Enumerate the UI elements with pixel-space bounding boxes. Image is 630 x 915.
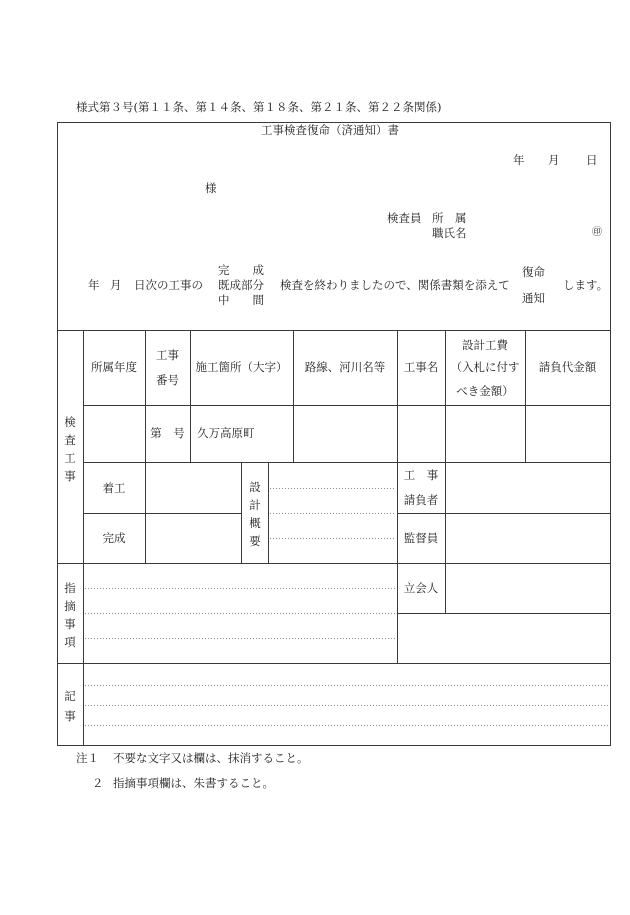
start-date-label: 着工 xyxy=(102,481,126,495)
col-header-route-river: 路線、河川名等 xyxy=(304,360,386,374)
col-header-design-cost-line2: （入札に付す xyxy=(450,360,520,374)
inspector-affiliation-label: 所 属 xyxy=(432,211,467,225)
supervisor-label: 監督員 xyxy=(403,531,439,545)
col-header-design-cost-line1: 設計工費 xyxy=(462,338,508,352)
form-title: 工事検査復命（済通知）書 xyxy=(261,123,399,137)
statement-day-phrase: 日次の工事の xyxy=(134,278,203,292)
design-outline-label: 設計概要 xyxy=(249,480,261,548)
col-header-work-number-line1: 工事 xyxy=(156,348,179,362)
inspector-role-label: 検査員 xyxy=(387,211,422,225)
outer-border xyxy=(58,123,611,746)
stage-option-completed: 完 成 xyxy=(218,263,264,277)
contractor-label-line2: 請負者 xyxy=(403,493,439,507)
addressee-honorific: 様 xyxy=(205,181,217,195)
col-header-fiscal-year: 所属年度 xyxy=(91,360,137,374)
seal-mark: ㊞ xyxy=(592,227,602,238)
stage-option-partial: 既成部分 xyxy=(218,278,264,292)
date-day-label: 日 xyxy=(586,153,598,167)
col-header-location: 施工箇所（大字） xyxy=(195,360,288,374)
statement-body: 検査を終わりましたので、関係書類を添えて xyxy=(280,278,510,292)
statement-year: 年 xyxy=(88,278,100,292)
witness-label: 立会人 xyxy=(403,581,439,595)
note-1-number: 注１ xyxy=(76,751,99,765)
remarks-section-label: 記事 xyxy=(64,689,76,723)
col-header-work-name: 工事名 xyxy=(403,360,439,374)
inspection-section-label: 検査工事 xyxy=(64,415,76,483)
cell-work-number: 第 号 xyxy=(150,426,185,440)
note-2-number: ２ xyxy=(92,776,104,790)
action-option-report: 復命 xyxy=(522,265,545,279)
note-1-text: 不要な文字又は欄は、抹消すること。 xyxy=(113,751,309,765)
date-month-label: 月 xyxy=(548,153,560,167)
inspector-name-label: 職氏名 xyxy=(432,226,467,240)
note-2-text: 指摘事項欄は、朱書すること。 xyxy=(113,776,274,790)
cell-location: 久万高原町 xyxy=(197,426,255,440)
contractor-label-line1: 工 事 xyxy=(403,468,439,482)
form-number-label: 様式第３号(第１１条、第１４条、第１８条、第２１条、第２２条関係) xyxy=(76,100,442,114)
stage-option-interim: 中 間 xyxy=(218,293,264,307)
statement-month: 月 xyxy=(110,278,122,292)
col-header-work-number-line2: 番号 xyxy=(156,373,179,387)
statement-ending: します。 xyxy=(563,278,609,292)
findings-section-label: 指摘事項 xyxy=(64,581,76,649)
col-header-contract-amount: 請負代金額 xyxy=(538,360,597,374)
date-year-label: 年 xyxy=(513,153,525,167)
action-option-notify: 通知 xyxy=(522,291,545,305)
completion-date-label: 完成 xyxy=(102,531,126,545)
col-header-design-cost-line3: べき金額） xyxy=(456,384,514,398)
